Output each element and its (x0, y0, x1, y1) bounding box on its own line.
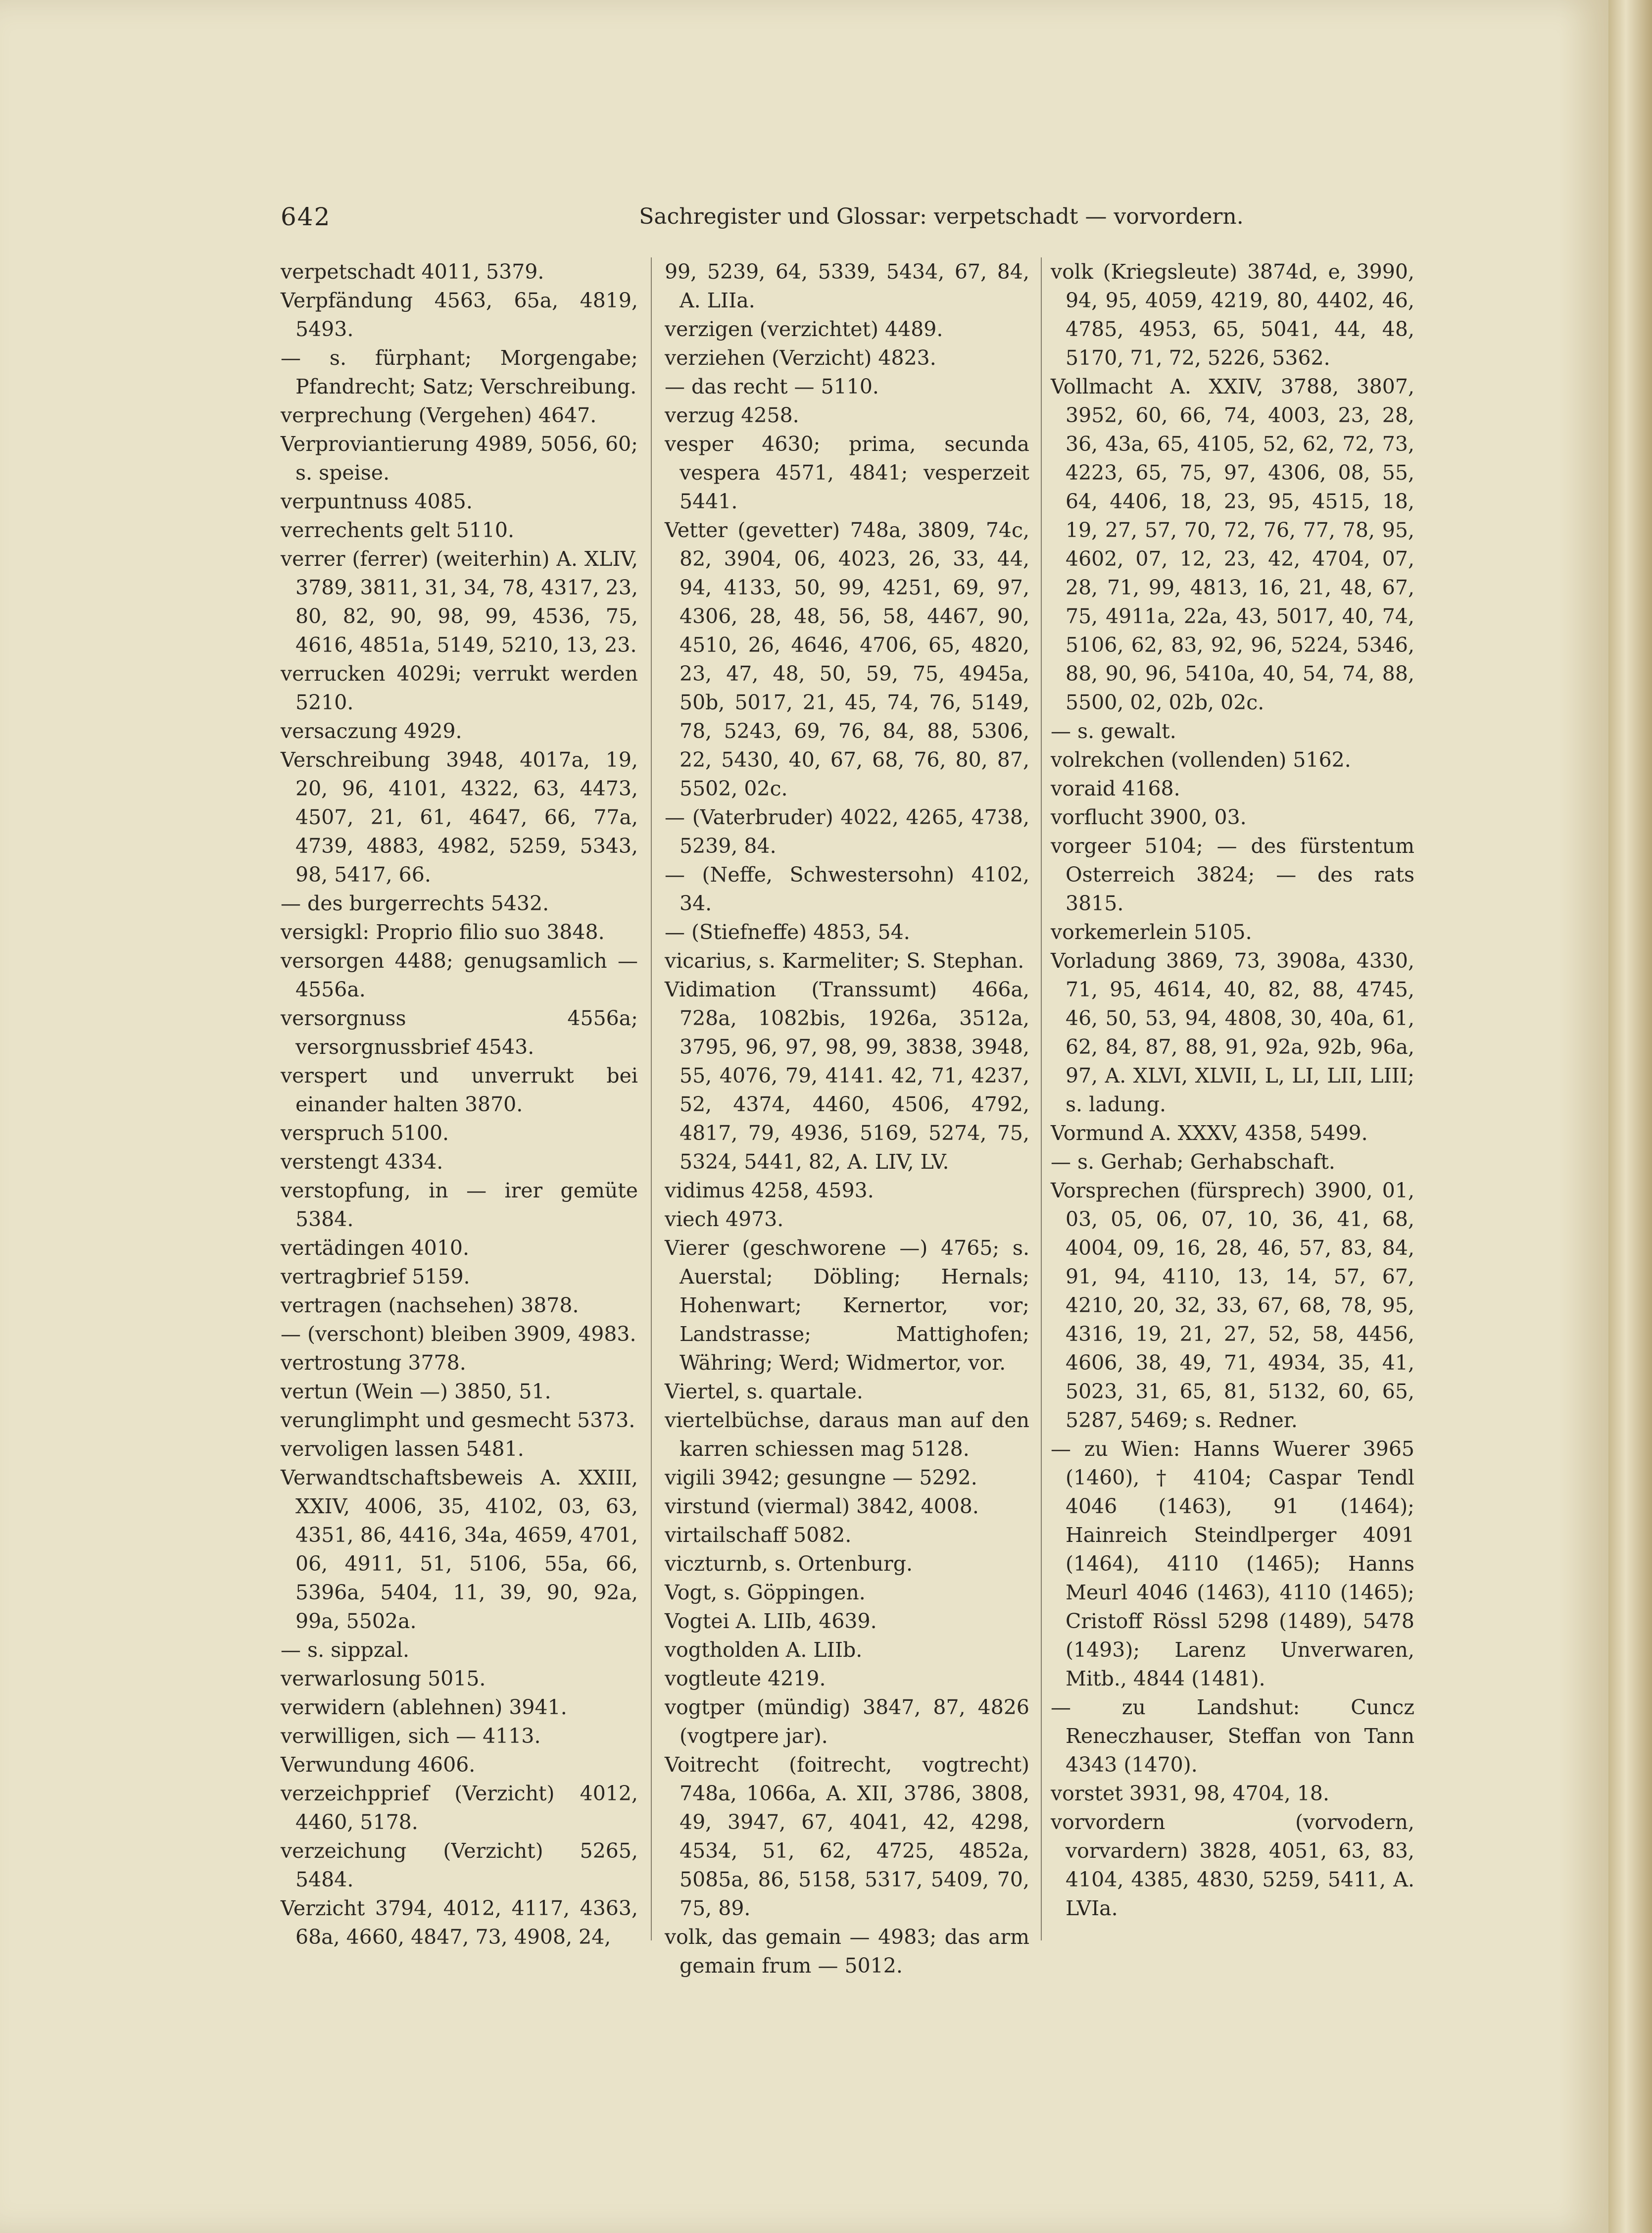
index-entry: versigkl: Proprio filio suo 3848. (281, 920, 605, 944)
index-entry: vogtleute 4219. (665, 1667, 826, 1690)
index-entry: verrer (ferrer) (weiterhin) A. XLIV, 3789, 3811, 31, 34, 78, 4317, 23, 80, 82, 90, 98, 99, 4536, 75, 4616, 4851a, 5149, 5210, 13, 23. (281, 547, 638, 657)
index-entry: — s. fürphant; Morgengabe; Pfandrecht; Satz; Verschreibung. (281, 346, 638, 398)
index-entry: — das recht — 5110. (665, 375, 879, 398)
index-entry: vogtholden A. LIIb. (665, 1638, 863, 1662)
index-entry: verunglimpht und gesmecht 5373. (281, 1408, 635, 1432)
index-entry: verstengt 4334. (281, 1150, 443, 1174)
index-entry: vorgeer 5104; — des fürstentum Osterreich 3824; — des rats 3815. (1051, 834, 1414, 915)
index-entry: versaczung 4929. (281, 719, 462, 743)
index-entry: vigili 3942; gesungne — 5292. (665, 1466, 977, 1489)
index-entry: Verschreibung 3948, 4017a, 19, 20, 96, 4101, 4322, 63, 4473, 4507, 21, 61, 4647, 66, 77a, 4739, 4883, 4982, 5259, 5343, 98, 5417, 66. (281, 748, 638, 887)
index-entry: volrekchen (vollenden) 5162. (1051, 748, 1351, 772)
index-entry: verwidern (ablehnen) 3941. (281, 1695, 567, 1719)
index-entry: Vogtei A. LIIb, 4639. (665, 1609, 877, 1633)
index-entry: — s. sippzal. (281, 1638, 409, 1662)
index-entry: verwarlosung 5015. (281, 1667, 486, 1690)
index-entry: Voitrecht (foitrecht, vogtrecht) 748a, 1066a, A. XII, 3786, 3808, 49, 3947, 67, 4041, 42, 4298, 4534, 51, 62, 4725, 4852a, 5085a, 86, 5158, 5317, 5409, 70, 75, 89. (665, 1753, 1029, 1920)
index-entry: verspruch 5100. (281, 1121, 449, 1145)
index-entry: verpuntnuss 4085. (281, 490, 473, 513)
index-entry: — (Vaterbruder) 4022, 4265, 4738, 5239, 84. (665, 805, 1029, 858)
index-entry: vogtper (mündig) 3847, 87, 4826 (vogtpere jar). (665, 1695, 1029, 1748)
index-entry: verzeichung (Verzicht) 5265, 5484. (281, 1839, 638, 1891)
book-spine (1608, 0, 1652, 2233)
index-entry: viertelbüchse, daraus man auf den karren schiessen mag 5128. (665, 1408, 1029, 1461)
index-entry: verspert und unverrukt bei einander halten 3870. (281, 1064, 638, 1116)
index-entry: volk (Kriegsleute) 3874d, e, 3990, 94, 95, 4059, 4219, 80, 4402, 46, 4785, 4953, 65, 5041, 44, 48, 5170, 71, 72, 5226, 5362. (1051, 260, 1414, 370)
index-entry: vertrostung 3778. (281, 1351, 466, 1375)
index-entry: — s. Gerhab; Gerhabschaft. (1051, 1150, 1335, 1174)
index-entry: verstopfung, in — irer gemüte 5384. (281, 1179, 638, 1231)
index-entry: — s. gewalt. (1051, 719, 1176, 743)
index-entry: viczturnb, s. Ortenburg. (665, 1552, 913, 1576)
index-column-3 (1051, 257, 1414, 1923)
index-entry: Vorladung 3869, 73, 3908a, 4330, 71, 95, 4614, 40, 82, 88, 4745, 46, 50, 53, 94, 4808, 30, 40a, 61, 62, 84, 87, 88, 91, 92a, 92b, 96a, 97, A. XLVI, XLVII, L, LI, LII, LIII; s. ladung. (1051, 949, 1414, 1116)
index-entry: verrechents gelt 5110. (281, 518, 514, 542)
index-entry: — des burgerrechts 5432. (281, 892, 549, 915)
index-column-1 (281, 257, 638, 1951)
index-entry: Vollmacht A. XXIV, 3788, 3807, 3952, 60, 66, 74, 4003, 23, 28, 36, 43a, 65, 4105, 52, 62, 72, 73, 4223, 65, 75, 97, 4306, 08, 55, 64, 4406, 18, 23, 95, 4515, 18, 19, 27, 57, 70, 72, 76, 77, 78, 95, 4602, 07, 12, 23, 42, 4704, 07, 28, 71, 99, 4813, 16, 21, 48, 67, 75, 4911a, 22a, 43, 5017, 40, 74, 5106, 62, 83, 92, 96, 5224, 5346, 88, 90, 96, 5410a, 40, 54, 74, 88, 5500, 02, 02b, 02c. (1051, 375, 1414, 714)
index-entry: Verpfändung 4563, 65a, 4819, 5493. (281, 289, 638, 341)
index-entry: Vidimation (Transsumt) 466a, 728a, 1082bis, 1926a, 3512a, 3795, 96, 97, 98, 99, 3838, 3948, 55, 4076, 79, 4141. 42, 71, 4237, 52, 4374, 4460, 4506, 4792, 4817, 79, 4936, 5169, 5274, 75, 5324, 5441, 82, A. LIV, LV. (665, 978, 1029, 1174)
index-entry: verpetschadt 4011, 5379. (281, 260, 544, 284)
index-entry: vidimus 4258, 4593. (665, 1179, 874, 1202)
index-entry: vervoligen lassen 5481. (281, 1437, 524, 1461)
index-entry: versorgen 4488; genugsamlich — 4556a. (281, 949, 638, 1001)
index-entry: vertragbrief 5159. (281, 1265, 470, 1289)
index-entry: vorflucht 3900, 03. (1051, 805, 1247, 829)
index-entry: vertädingen 4010. (281, 1236, 470, 1260)
index-entry: versorgnuss 4556a; versorgnussbrief 4543. (281, 1006, 638, 1059)
index-entry: Vetter (gevetter) 748a, 3809, 74c, 82, 3904, 06, 4023, 26, 33, 44, 94, 4133, 50, 99, 4251, 69, 97, 4306, 28, 48, 56, 58, 4467, 90, 4510, 26, 4646, 4706, 65, 4820, 23, 47, 48, 50, 59, 75, 4945a, 50b, 5017, 21, 45, 74, 76, 5149, 78, 5243, 69, 76, 84, 88, 5306, 22, 5430, 40, 67, 68, 76, 80, 87, 5502, 02c. (665, 518, 1029, 800)
index-entry: verzigen (verzichtet) 4489. (665, 317, 943, 341)
index-entry: voraid 4168. (1051, 777, 1180, 800)
index-entry: Verwandtschaftsbeweis A. XXIII, XXIV, 4006, 35, 4102, 03, 63, 4351, 86, 4416, 34a, 4659, 4701, 06, 4911, 51, 5106, 55a, 66, 5396a, 5404, 11, 39, 90, 92a, 99a, 5502a. (281, 1466, 638, 1633)
index-entry: Vogt, s. Göppingen. (665, 1581, 866, 1604)
index-entry: volk, das gemain — 4983; das arm gemain frum — 5012. (665, 1925, 1029, 1978)
index-entry: virstund (viermal) 3842, 4008. (665, 1494, 979, 1518)
index-entry: verziehen (Verzicht) 4823. (665, 346, 936, 370)
index-entry: viech 4973. (665, 1207, 784, 1231)
index-entry: verzug 4258. (665, 403, 799, 427)
index-entry: vorkemerlein 5105. (1051, 920, 1252, 944)
index-entry: vesper 4630; prima, secunda vespera 4571, 4841; vesperzeit 5441. (665, 432, 1029, 513)
index-entry: Verwundung 4606. (281, 1753, 476, 1777)
index-column-2 (665, 257, 1029, 1980)
index-entry: — (Neffe, Schwestersohn) 4102, 34. (665, 863, 1029, 915)
index-entry: Viertel, s. quartale. (665, 1380, 863, 1403)
column-divider (1041, 257, 1042, 1940)
index-entry: 99, 5239, 64, 5339, 5434, 67, 84, A. LIIa. (665, 260, 1029, 312)
index-entry: verzeichpprief (Verzicht) 4012, 4460, 5178. (281, 1782, 638, 1834)
index-entry: Vormund A. XXXV, 4358, 5499. (1051, 1121, 1368, 1145)
index-entry: vicarius, s. Karmeliter; S. Stephan. (665, 949, 1024, 973)
index-entry: vertun (Wein —) 3850, 51. (281, 1380, 551, 1403)
page-edge-shadow (1559, 0, 1608, 2233)
index-entry: — zu Wien: Hanns Wuerer 3965 (1460), † 4104; Caspar Tendl 4046 (1463), 91 (1464); Hainreich Steindlperger 4091 (1464), 4110 (1465); Hanns Meurl 4046 (1463), 4110 (1465); Cristoff Rössl 5298 (1489), 5478 (1493); Larenz Unverwaren, Mitb., 4844 (1481). (1051, 1437, 1414, 1690)
running-title: Sachregister und Glossar: verpetschadt — vorvordern. (639, 204, 1244, 229)
index-entry: Vorsprechen (fürsprech) 3900, 01, 03, 05, 06, 07, 10, 36, 41, 68, 4004, 09, 16, 28, 46, 57, 83, 84, 91, 94, 4110, 13, 14, 57, 67, 4210, 20, 32, 33, 67, 68, 78, 95, 4316, 19, 21, 27, 52, 58, 4456, 4606, 38, 49, 71, 4934, 35, 41, 5023, 31, 65, 81, 5132, 60, 65, 5287, 5469; s. Redner. (1051, 1179, 1414, 1432)
index-entry: vorstet 3931, 98, 4704, 18. (1051, 1782, 1329, 1805)
index-entry: virtailschaff 5082. (665, 1523, 852, 1547)
index-entry: verwilligen, sich — 4113. (281, 1724, 541, 1748)
index-entry: — (verschont) bleiben 3909, 4983. (281, 1322, 636, 1346)
index-entry: verrucken 4029i; verrukt werden 5210. (281, 662, 638, 714)
index-entry: Verzicht 3794, 4012, 4117, 4363, 68a, 4660, 4847, 73, 4908, 24, (281, 1896, 638, 1949)
index-entry: Vierer (geschworene —) 4765; s. Auerstal; Döbling; Hernals; Hohenwart; Kernertor, vor; Landstrasse; Mattighofen; Währing; Werd; Widmertor, vor. (665, 1236, 1029, 1375)
index-entry: Verproviantierung 4989, 5056, 60; s. speise. (281, 432, 638, 485)
page-header (281, 202, 1572, 232)
index-entry: — zu Landshut: Cuncz Reneczhauser, Steffan von Tann 4343 (1470). (1051, 1695, 1414, 1777)
index-entry: — (Stiefneffe) 4853, 54. (665, 920, 910, 944)
page-number: 642 (281, 202, 331, 231)
index-entry: vertragen (nachsehen) 3878. (281, 1293, 579, 1317)
column-divider (651, 257, 652, 1940)
index-entry: verprechung (Vergehen) 4647. (281, 403, 597, 427)
index-entry: vorvordern (vorvodern, vorvardern) 3828, 4051, 63, 83, 4104, 4385, 4830, 5259, 5411, A. LVIa. (1051, 1810, 1414, 1920)
